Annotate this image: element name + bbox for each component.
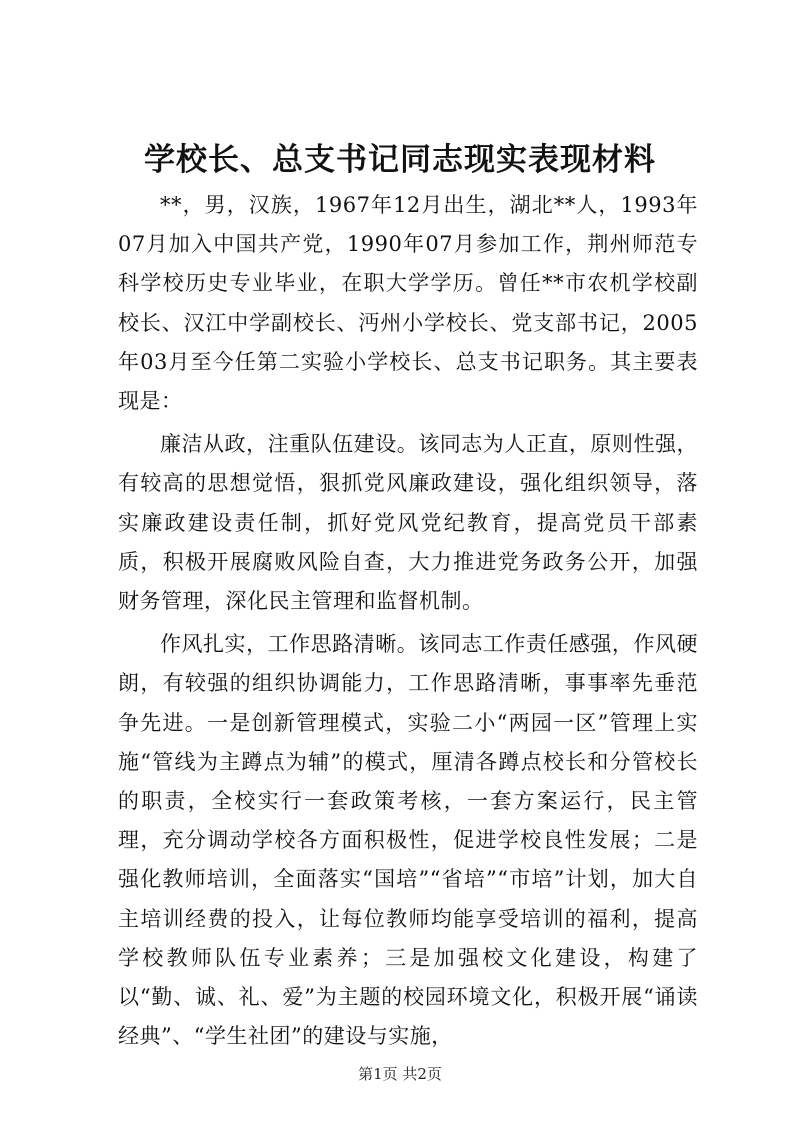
page-footer: 第1页 共2页	[358, 1065, 442, 1083]
paragraph-intro: **，男，汉族，1967年12月出生，湖北**人，1993年07月加入中国共产党，1990年07月参加工作，荆州师范专科学校历史专业毕业，在职大学学历。曾任**市农机学校副校长、汉江中学副校长、沔州小学校长、党支部书记，2005年03月至今任第二实验小学校长、总支书记职务。其主要表现是：	[118, 193, 698, 414]
paragraph-work-style: 作风扎实，工作思路清晰。该同志工作责任感强，作风硬朗，有较强的组织协调能力，工作思路清晰，事事率先垂范争先进。一是创新管理模式，实验二小“两园一区”管理上实施“管线为主蹲点为辅”的模式，厘清各蹲点校长和分管校长的职责，全校实行一套政策考核，一套方案运行，民主管理，充分调动学校各方面积极性，促进学校良性发展；二是强化教师培训，全面落实“国培”“省培”“市培”计划，加大自主培训经费的投入，让每位教师均能享受培训的福利，提高学校教师队伍专业素养；三是加强校文化建设，构建了以“勤、诚、礼、爱”为主题的校园环境文化，积极开展“诵读经典”、“学生社团”的建设与实施，	[118, 632, 698, 1049]
document-body	[118, 186, 698, 1056]
paragraph-integrity: 廉洁从政，注重队伍建设。该同志为人正直，原则性强，有较高的思想觉悟，狠抓党风廉政建设，强化组织领导，落实廉政建设责任制，抓好党风党纪教育，提高党员干部素质，积极开展腐败风险自查，大力推进党务政务公开，加强财务管理，深化民主管理和监督机制。	[118, 432, 698, 614]
document-title: 学校长、总支书记同志现实表现材料	[144, 142, 656, 178]
